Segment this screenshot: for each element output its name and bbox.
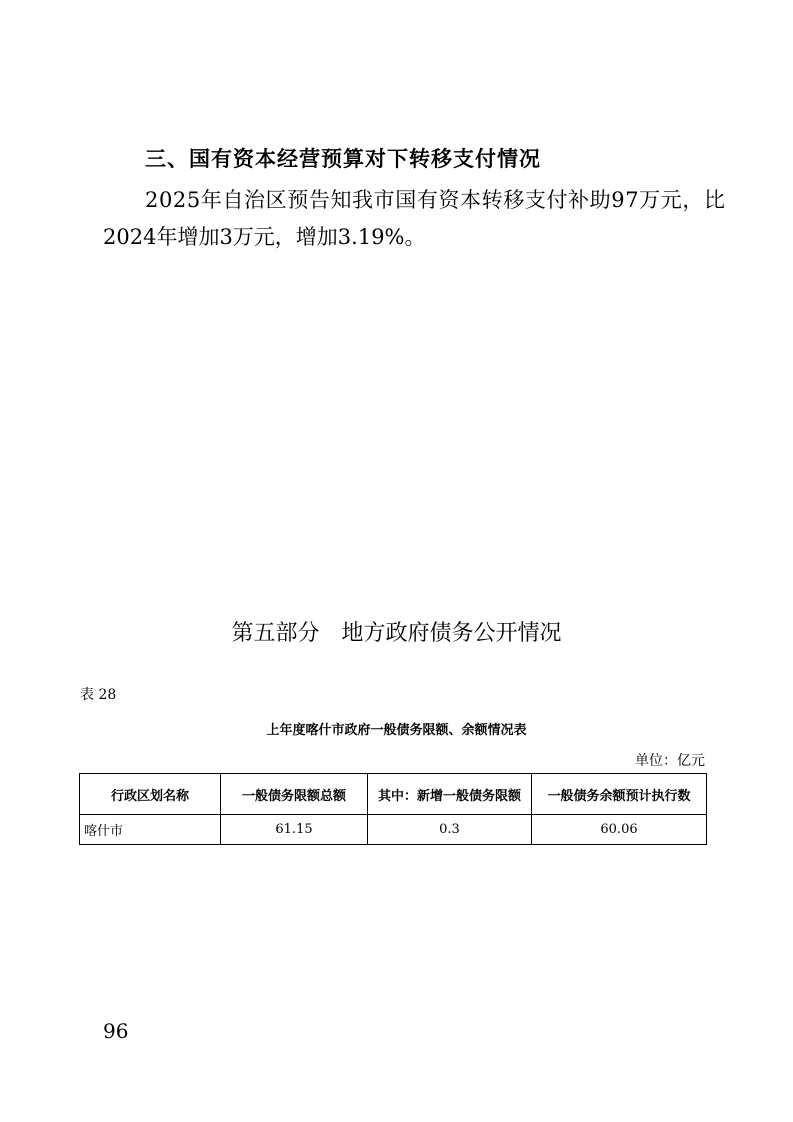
- table-header-row: [80, 774, 707, 815]
- cell-region-name: 喀什市: [80, 815, 221, 845]
- table-number: 表 28: [80, 687, 117, 703]
- paragraph-line-1: 2025年自治区预告知我市国有资本转移支付补助97万元，比: [145, 188, 726, 212]
- header-limit-total: 一般债务限额总额: [221, 774, 368, 815]
- paragraph-line-2: 2024年增加3万元，增加3.19%。: [103, 225, 426, 249]
- cell-new-limit: 0.3: [368, 815, 532, 845]
- header-balance-estimate: 一般债务余额预计执行数: [532, 774, 707, 815]
- debt-table: [79, 773, 707, 845]
- cell-balance-estimate: 60.06: [532, 815, 707, 845]
- table-title: 上年度喀什市政府一般债务限额、余额情况表: [266, 723, 527, 738]
- page-number: 96: [103, 1019, 129, 1043]
- header-new-limit: 其中：新增一般债务限额: [368, 774, 532, 815]
- section-heading: 三、国有资本经营预算对下转移支付情况: [145, 147, 541, 171]
- unit-label: 单位：亿元: [635, 753, 705, 769]
- table-row: [80, 815, 707, 845]
- header-region-name: 行政区划名称: [80, 774, 221, 815]
- part-title: 第五部分 地方政府债务公开情况: [231, 621, 562, 646]
- cell-limit-total: 61.15: [221, 815, 368, 845]
